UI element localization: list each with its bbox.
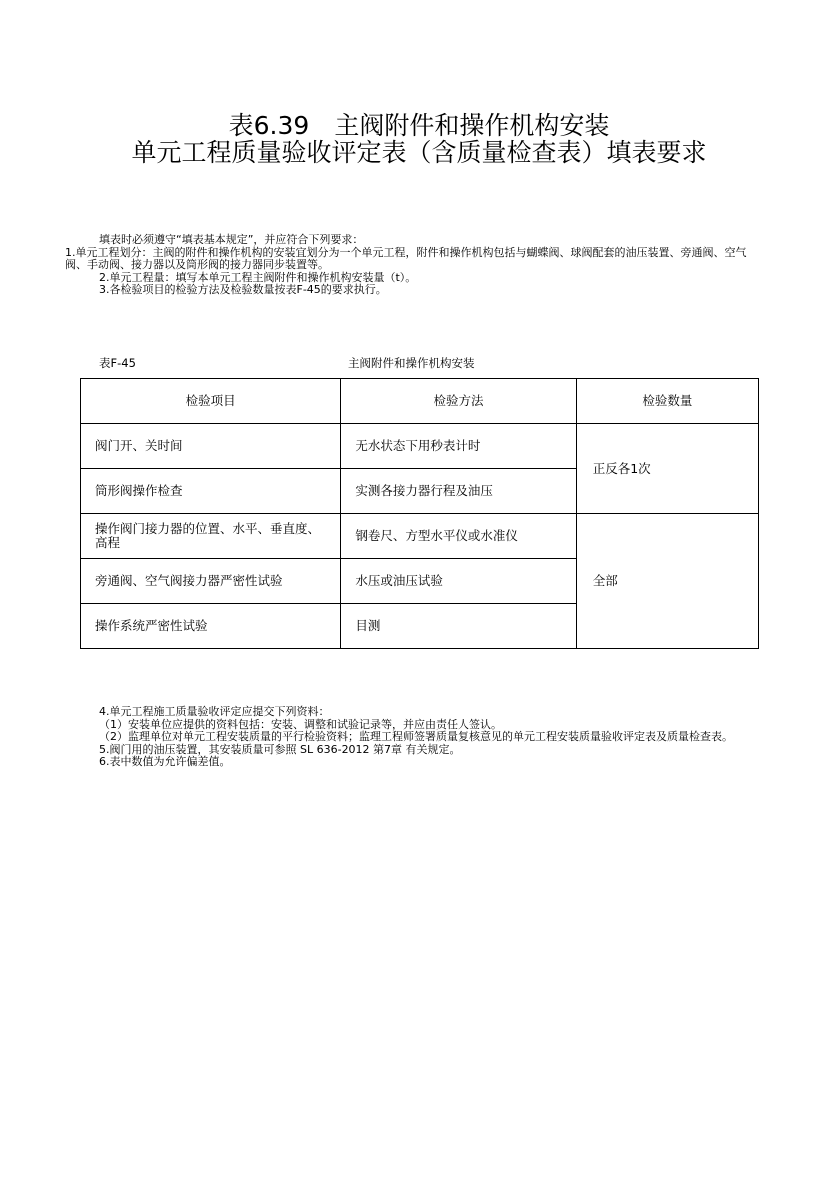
header-item: 检验项目	[81, 379, 341, 424]
table-name: 主阀附件和操作机构安装	[348, 356, 475, 370]
cell-item: 操作阀门接力器的位置、水平、垂直度、高程	[81, 514, 341, 559]
cell-method: 钢卷尺、方型水平仪或水准仪	[341, 514, 576, 559]
note-line: 5.阀门用的油压装置，其安装质量可参照 SL 636-2012 第7章 有关规定。	[99, 742, 461, 756]
header-quantity: 检验数量	[576, 379, 758, 424]
note-line: 3.各检验项目的检验方法及检验数量按表F-45的要求执行。	[99, 283, 387, 296]
cell-method: 目测	[341, 604, 576, 649]
cell-quantity: 正反各1次	[576, 424, 758, 514]
cell-method: 水压或油压试验	[341, 559, 576, 604]
cell-item: 旁通阀、空气阀接力器严密性试验	[81, 559, 341, 604]
note-line: （1）安装单位应提供的资料包括：安装、调整和试验记录等，并应由责任人签认。	[99, 717, 502, 731]
title-line-1: 表6.39 主阀附件和操作机构安装	[228, 111, 610, 140]
closing-notes	[82, 706, 762, 769]
cell-method: 无水状态下用秒表计时	[341, 424, 576, 469]
cell-quantity: 全部	[576, 514, 758, 649]
note-line: 6.表中数值为允许偏差值。	[99, 755, 231, 768]
note-line: （2）监理单位对单元工程安装质量的平行检验资料；监理工程师签署质量复核意见的单元工程安装质量验收评定表及质量检查表。	[99, 730, 733, 743]
note-line: 填表时必须遵守“填表基本规定”，并应符合下列要求：	[99, 233, 364, 246]
note-line: 1.单元工程划分：主阀的附件和操作机构的安装宜划分为一个单元工程，附件和操作机构包括与蝴蝶阀、球阀配套的油压装置、旁通阀、空气阀、手动阀、接力器以及筒形阀的接力器同步装置等。	[65, 245, 747, 271]
cell-item: 筒形阀操作检查	[81, 469, 341, 514]
cell-item: 操作系统严密性试验	[81, 604, 341, 649]
intro-notes	[65, 233, 762, 297]
inspection-table	[80, 378, 759, 649]
header-method: 检验方法	[341, 379, 576, 424]
cell-item: 阀门开、关时间	[81, 424, 341, 469]
table-row	[81, 424, 759, 469]
table-row	[81, 514, 759, 559]
title-line-2: 单元工程质量验收评定表（含质量检查表）填表要求	[131, 138, 707, 167]
table-header-row	[81, 379, 759, 424]
table-code: 表F-45	[99, 356, 136, 370]
note-line: 4.单元工程施工质量验收评定应提交下列资料：	[99, 705, 330, 718]
cell-method: 实测各接力器行程及油压	[341, 469, 576, 514]
note-line: 2.单元工程量：填写本单元工程主阀附件和操作机构安装量（t）。	[99, 270, 417, 284]
